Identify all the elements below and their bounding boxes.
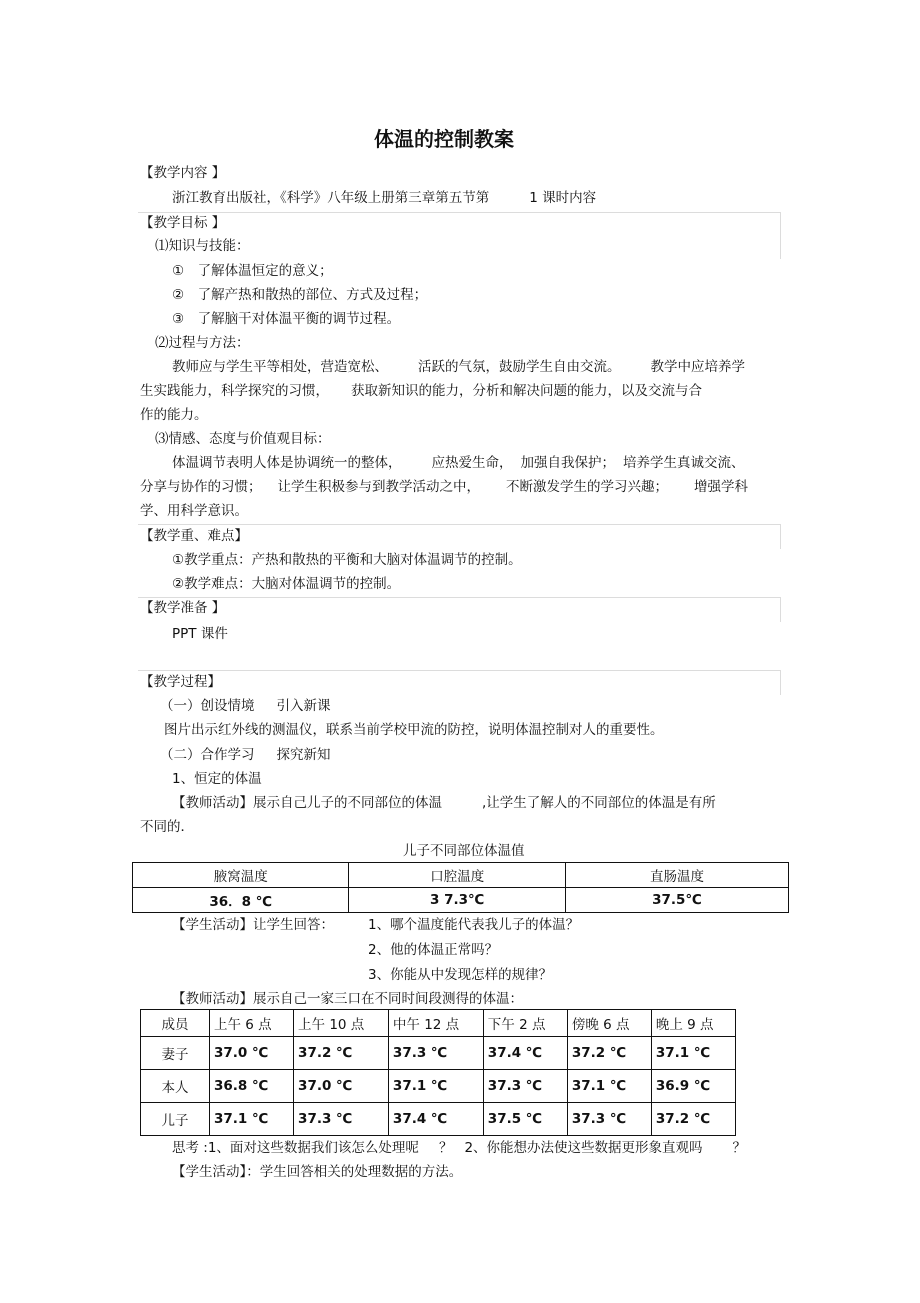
step-2-subtitle: 探究新知 [276,747,331,763]
step-1-subtitle: 引入新课 [276,698,331,714]
keypoint-main: ①教学重点：产热和散热的平衡和大脑对体温调节的控制。 [172,552,522,568]
teacher-activity-2: 【教师活动】展示自己一家三口在不同时间段测得的体温： [172,991,523,1007]
student-activity-2: 【学生活动】：学生回答相关的处理数据的方法。 [172,1164,463,1180]
process-method-text-a: 教师应与学生平等相处，营造宽松、 [172,359,388,375]
header-time-6am: 上午 6 点 [210,1010,294,1037]
temp-cell: 37.4 ℃ [388,1103,483,1136]
emotion-text-g: 不断激发学生的学习兴趣； [506,479,668,495]
table-row [133,888,789,913]
process-method-line-3: 作的能力。 [140,407,208,423]
keypoint-difficult: ②教学难点：大脑对体温调节的控制。 [172,576,401,592]
temp-cell: 37.3 ℃ [483,1070,567,1103]
table-row [141,1070,736,1103]
content-text-lesson: 1 课时内容 [529,190,597,206]
section-header-objectives: 【教学目标 】 [140,215,226,231]
temp-cell: 37.1 ℃ [567,1070,651,1103]
temp-cell: 37.1 ℃ [210,1103,294,1136]
teacher-activity-1-cont: 不同的． [140,819,194,835]
header-time-10am: 上午 10 点 [294,1010,389,1037]
temp-cell: 37.3 ℃ [294,1103,389,1136]
header-time-12pm: 中午 12 点 [388,1010,483,1037]
process-method-line-1 [172,358,745,376]
temp-cell: 37.3 ℃ [567,1103,651,1136]
emotion-text-h: 增强学科 [694,479,748,495]
son-temperature-table [132,862,789,913]
table-1-caption: 儿子不同部位体温值 [403,843,525,859]
section-header-process: 【教学过程】 [140,674,221,690]
value-armpit: 36．8 ℃ [133,888,349,913]
think-q-mark-2: ？ [732,1140,747,1156]
section-box-process [138,670,781,695]
knowledge-item-2: ② 了解产热和散热的部位、方式及过程； [172,287,428,303]
temp-cell: 37.5 ℃ [483,1103,567,1136]
step-1-text: 图片出示红外线的测温仪，联系当前学校甲流的防控，说明体温控制对人的重要性。 [164,722,664,738]
process-method-text-d: 生实践能力，科学探究的习惯， [140,383,329,399]
knowledge-item-3: ③ 了解脑干对体温平衡的调节过程。 [172,311,401,327]
emotion-text-b: 应热爱生命， [431,455,513,471]
student-question-1: 1、哪个温度能代表我儿子的体温？ [368,917,580,933]
temp-cell: 37.0 ℃ [210,1037,294,1070]
think-q-mark-1: ？ [438,1140,453,1156]
header-oral: 口腔温度 [349,863,565,888]
temp-cell: 37.4 ℃ [483,1037,567,1070]
emotion-line-2 [140,478,748,496]
temp-cell: 37.0 ℃ [294,1070,389,1103]
emotion-label: ⑶情感、态度与价值观目标： [155,431,331,447]
process-method-text-e: 获取新知识的能力，分析和解决问题的能力，以及交流与合 [351,383,702,399]
teacher-activity-1 [172,794,716,812]
step-1-heading [160,697,331,715]
family-temperature-table [140,1009,736,1136]
knowledge-label: ⑴知识与技能： [155,238,250,254]
teacher-activity-1-text-a: 【教师活动】展示自己儿子的不同部位的体温 [172,795,442,811]
content-text [172,189,596,207]
think-question-2: 2、你能想办法使这些数据更形象直观吗 [464,1140,703,1156]
temp-cell: 37.1 ℃ [651,1037,735,1070]
table-row [141,1037,736,1070]
content-text-main: 浙江教育出版社，《科学》八年级上册第三章第五节第 [172,190,490,206]
temp-cell: 37.2 ℃ [651,1103,735,1136]
temp-cell: 37.2 ℃ [294,1037,389,1070]
process-method-line-2 [140,382,702,400]
temp-cell: 36.9 ℃ [651,1070,735,1103]
emotion-text-e: 分享与协作的习惯； [140,479,262,495]
subsection-1-title: 1、恒定的体温 [172,771,262,787]
emotion-text-d: 培养学生真诚交流、 [623,455,745,471]
teacher-activity-1-text-b: ,让学生了解人的不同部位的体温是有所 [482,795,716,811]
section-box-prep [138,597,781,622]
table-header-row [141,1010,736,1037]
header-rectal: 直肠温度 [565,863,788,888]
step-1-title: （一）创设情境 [160,698,255,714]
value-rectal: 37.5℃ [565,888,788,913]
process-method-text-c: 教学中应培养学 [650,359,745,375]
knowledge-item-1: ① 了解体温恒定的意义； [172,263,333,279]
header-time-2pm: 下午 2 点 [483,1010,567,1037]
section-header-keypoints: 【教学重、难点】 [140,528,248,544]
student-activity-1-label: 【学生活动】让学生回答： [172,917,334,933]
table-row [141,1103,736,1136]
emotion-text-c: 加强自我保护； [520,455,615,471]
temp-cell: 37.3 ℃ [388,1037,483,1070]
temp-cell: 36.8 ℃ [210,1070,294,1103]
value-oral: 3 7.3℃ [349,888,565,913]
emotion-text-a: 体温调节表明人体是协调统一的整体， [172,455,402,471]
emotion-line-3: 学、用科学意识。 [140,503,248,519]
thinking-questions [172,1139,746,1157]
temp-cell: 37.1 ℃ [388,1070,483,1103]
process-method-label: ⑵过程与方法： [155,335,250,351]
emotion-line-1 [172,454,745,472]
page-title: 体温的控制教案 [374,127,514,151]
header-armpit: 腋窝温度 [133,863,349,888]
header-member: 成员 [141,1010,210,1037]
student-question-2: 2、他的体温正常吗？ [368,942,499,958]
member-name: 妻子 [141,1037,210,1070]
prep-item: PPT 课件 [172,626,228,642]
member-name: 本人 [141,1070,210,1103]
section-header-content: 【教学内容 】 [140,165,226,181]
process-method-text-b: 活跃的气氛，鼓励学生自由交流。 [418,359,621,375]
member-name: 儿子 [141,1103,210,1136]
header-time-6pm: 傍晚 6 点 [567,1010,651,1037]
temp-cell: 37.2 ℃ [567,1037,651,1070]
think-question-1: 思考 :1、面对这些数据我们该怎么处理呢 [172,1140,419,1156]
section-header-prep: 【教学准备 】 [140,600,226,616]
table-header-row [133,863,789,888]
emotion-text-f: 让学生积极参与到教学活动之中， [277,479,480,495]
step-2-title: （二）合作学习 [160,747,255,763]
student-question-3: 3、你能从中发现怎样的规律？ [368,967,553,983]
step-2-heading [160,746,331,764]
header-time-9pm: 晚上 9 点 [651,1010,735,1037]
